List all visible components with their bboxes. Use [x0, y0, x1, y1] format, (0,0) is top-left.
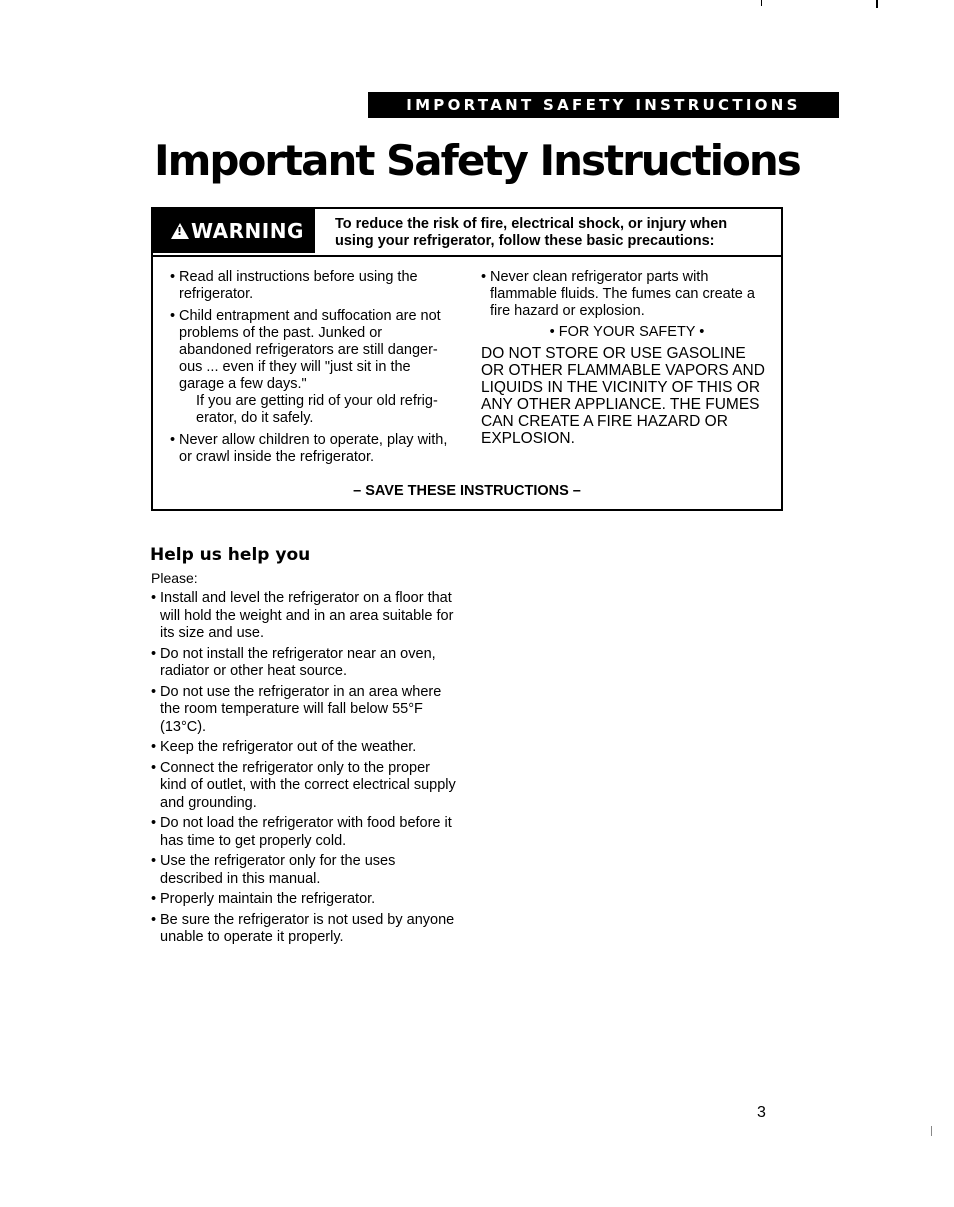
- warning-header-line: To reduce the risk of fire, electrical shock, or injury when: [335, 216, 728, 232]
- warning-right-column: [481, 269, 773, 447]
- warning-box: [151, 207, 783, 511]
- scan-mark: [876, 0, 878, 8]
- warning-item: • Read all instructions before using the refrigerator.: [170, 269, 455, 303]
- page-number: 3: [757, 1104, 766, 1121]
- warning-triangle-icon: !: [171, 223, 189, 239]
- warning-item: • Never clean refrigerator parts with flammable fluids. The fumes can create a fire hazard or explosion.: [481, 269, 773, 320]
- list-item: • Be sure the refrigerator is not used by anyone unable to operate it properly.: [151, 912, 456, 947]
- warning-item-continuation: If you are getting rid of your old refrig- erator, do it safely.: [196, 393, 438, 426]
- for-your-safety: • FOR YOUR SAFETY •: [549, 324, 705, 340]
- warning-item: • Never allow children to operate, play with, or crawl inside the refrigerator.: [170, 432, 455, 466]
- help-please: Please:: [151, 570, 198, 586]
- help-heading: Help us help you: [150, 545, 311, 565]
- list-item: • Do not install the refrigerator near an oven, radiator or other heat source.: [151, 646, 456, 681]
- list-item: • Install and level the refrigerator on a floor that will hold the weight and in an area suitable for its size and use.: [151, 590, 456, 643]
- help-list: [151, 590, 456, 950]
- warning-header-line: using your refrigerator, follow these basic precautions:: [335, 233, 715, 249]
- warning-label: [153, 209, 315, 253]
- warning-label-text: WARNING: [191, 219, 304, 243]
- warning-header: [335, 216, 775, 250]
- list-item: • Connect the refrigerator only to the proper kind of outlet, with the correct electrical supply and grounding.: [151, 760, 456, 813]
- scan-mark: [931, 1126, 932, 1136]
- warning-item: • Child entrapment and suffocation are not problems of the past. Junked or abandoned refrigerators are still danger- ous ... even if they will "just sit in the garage a few days.": [170, 308, 455, 393]
- scan-mark: [761, 0, 762, 6]
- section-header-bar: IMPORTANT SAFETY INSTRUCTIONS: [368, 92, 839, 118]
- list-item: • Do not load the refrigerator with food before it has time to get properly cold.: [151, 815, 456, 850]
- warning-caps-paragraph: DO NOT STORE OR USE GASOLINE OR OTHER FLAMMABLE VAPORS AND LIQUIDS IN THE VICINITY OF THIS OR ANY OTHER APPLIANCE. THE FUMES CAN CREATE A FIRE HAZARD OR EXPLOSION.: [481, 345, 765, 447]
- page-title: Important Safety Instructions: [154, 136, 800, 185]
- save-instructions-line: – SAVE THESE INSTRUCTIONS –: [353, 483, 581, 499]
- warning-left-column: [170, 269, 455, 466]
- divider: [153, 255, 781, 257]
- list-item: • Do not use the refrigerator in an area where the room temperature will fall below 55°F (13°C).: [151, 684, 456, 737]
- list-item: • Use the refrigerator only for the uses described in this manual.: [151, 853, 456, 888]
- list-item: • Keep the refrigerator out of the weather.: [151, 739, 456, 757]
- list-item: • Properly maintain the refrigerator.: [151, 891, 456, 909]
